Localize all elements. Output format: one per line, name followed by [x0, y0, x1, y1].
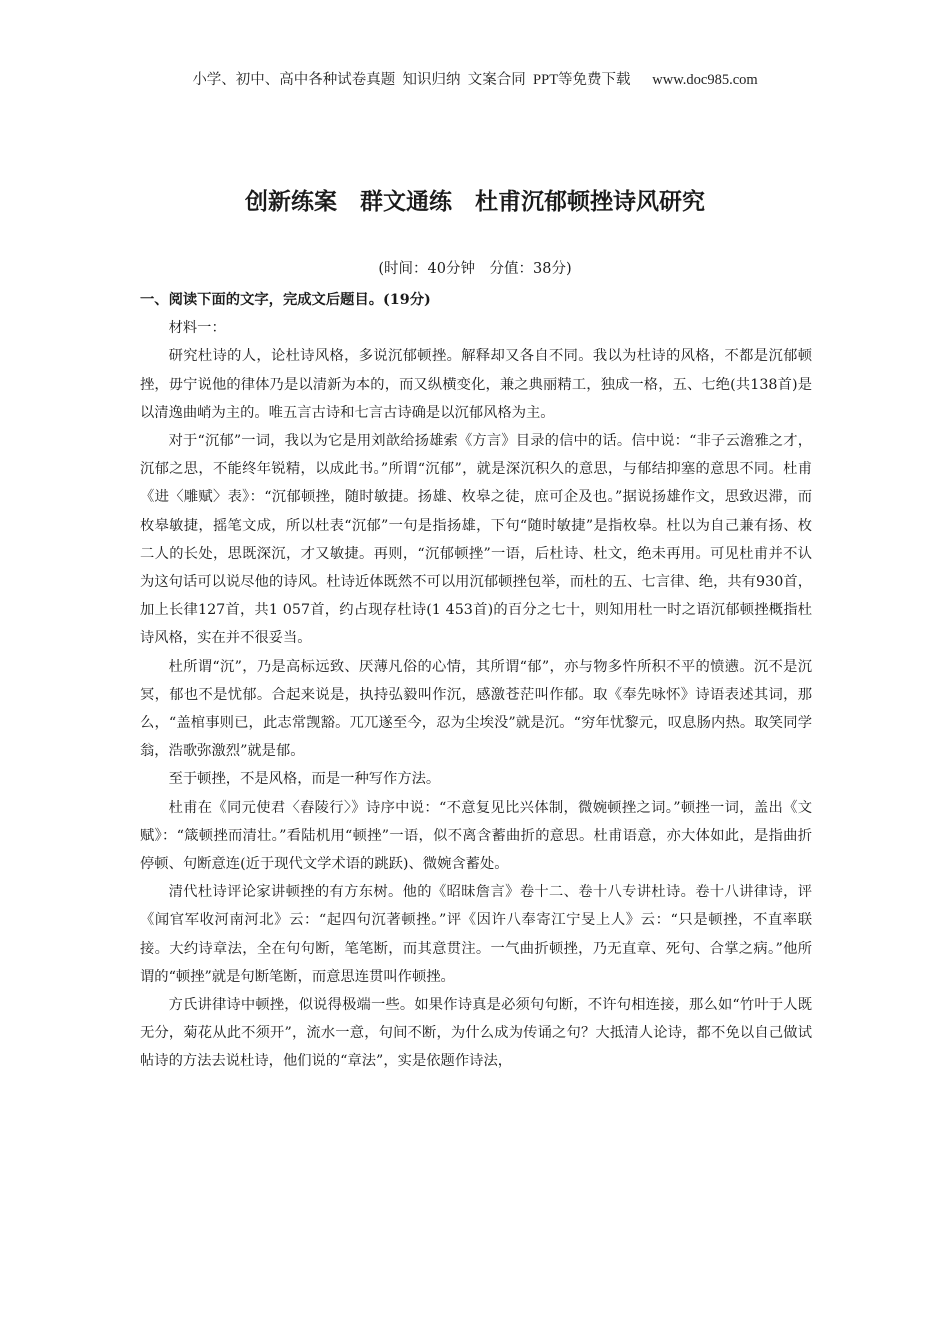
paragraph: 至于顿挫，不是风格，而是一种写作方法。 [168, 771, 441, 788]
paragraph: 研究杜诗的人，论杜诗风格，多说沉郁顿挫。解释却又各自不同。我以为杜诗的风格，不都是沉郁顿挫，毋宁说他的律体乃是以清新为本的，而又纵横变化，兼之典丽精工，独成一格，五、七绝(共138首)是以清逸曲峭为主的。唯五言古诗和七言古诗确是以沉郁风格为主。 [140, 348, 812, 421]
page-header: 小学、初中、高中各种试卷真题 知识归纳 文案合同 PPT等免费下载 www.doc985.com [192, 72, 758, 88]
paragraph: 杜甫在《同元使君〈舂陵行〉》诗序中说：“不意复见比兴体制，微婉顿挫之词。”顿挫一词，盖出《文赋》：“箴顿挫而清壮。”看陆机用“顿挫”一语，似不离含蓄曲折的意思。杜甫语意，亦大体如此，是指曲折停顿、句断意连(近于现代文学术语的跳跃)、微婉含蓄处。 [140, 799, 812, 873]
section-heading: 一、阅读下面的文字，完成文后题目。(19分) [140, 292, 431, 308]
reading-section [140, 286, 812, 1076]
page-title: 创新练案 群文通练 杜甫沉郁顿挫诗风研究 [245, 189, 705, 215]
paragraph: 杜所谓“沉”，乃是高标远致、厌薄凡俗的心情，其所谓“郁”，亦与物多忤所积不平的愤懑。沉不是沉冥，郁也不是忧郁。合起来说是，执持弘毅叫作沉，感激苍茫叫作郁。取《奉先咏怀》诗语表述其词，那么，“盖棺事则已，此志常觊豁。兀兀遂至今，忍为尘埃没”就是沉。“穷年忧黎元，叹息肠内热。取笑同学翁，浩歌弥激烈”就是郁。 [140, 658, 812, 760]
time-score-info: (时间：40分钟 分值：38分) [378, 261, 572, 277]
paragraph: 方氏讲律诗中顿挫，似说得极端一些。如果作诗真是必须句句断，不许句相连接，那么如“竹叶于人既无分，菊花从此不须开”，流水一意，句间不断，为什么成为传诵之句？大抵清人论诗，都不免以自己做试帖诗的方法去说杜诗，他们说的“章法”，实是依题作诗法， [140, 997, 812, 1070]
paragraph: 对于“沉郁”一词，我以为它是用刘歆给扬雄索《方言》目录的信中的话。信中说：“非子云澹雅之才，沉郁之思，不能终年锐精，以成此书。”所谓“沉郁”，就是深沉积久的意思，与郁结抑塞的意思不同。杜甫《进〈雕赋〉表》：“沉郁顿挫，随时敏捷。扬雄、枚皋之徒，庶可企及也。”据说扬雄作文，思致迟滞，而枚皋敏捷，摇笔文成，所以杜表“沉郁”一句是指扬雄，下句“随时敏捷”是指枚皋。杜以为自己兼有扬、枚二人的长处，思既深沉，才又敏捷。再则，“沉郁顿挫”一语，后杜诗、杜文，绝未再用。可见杜甫并不认为这句话可以说尽他的诗风。杜诗近体既然不可以用沉郁顿挫包举，而杜的五、七言律、绝，共有930首，加上长律127首，共1 057首，约占现存杜诗(1 453首)的百分之七十，则知用杜一时之语沉郁顿挫概指杜诗风格，实在并不很妥当。 [140, 433, 812, 647]
material-label: 材料一： [168, 320, 226, 337]
paragraph: 清代杜诗评论家讲顿挫的有方东树。他的《昭昧詹言》卷十二、卷十八专讲杜诗。卷十八讲律诗，评《闻官军收河南河北》云：“起四句沉著顿挫。”评《因许八奉寄江宁旻上人》云：“只是顿挫，不直率联接。大约诗章法，全在句句断，笔笔断，而其意贯注。一气曲折顿挫，乃无直章、死句、合掌之病。”他所谓的“顿挫”就是句断笔断，而意思连贯叫作顿挫。 [140, 884, 812, 985]
